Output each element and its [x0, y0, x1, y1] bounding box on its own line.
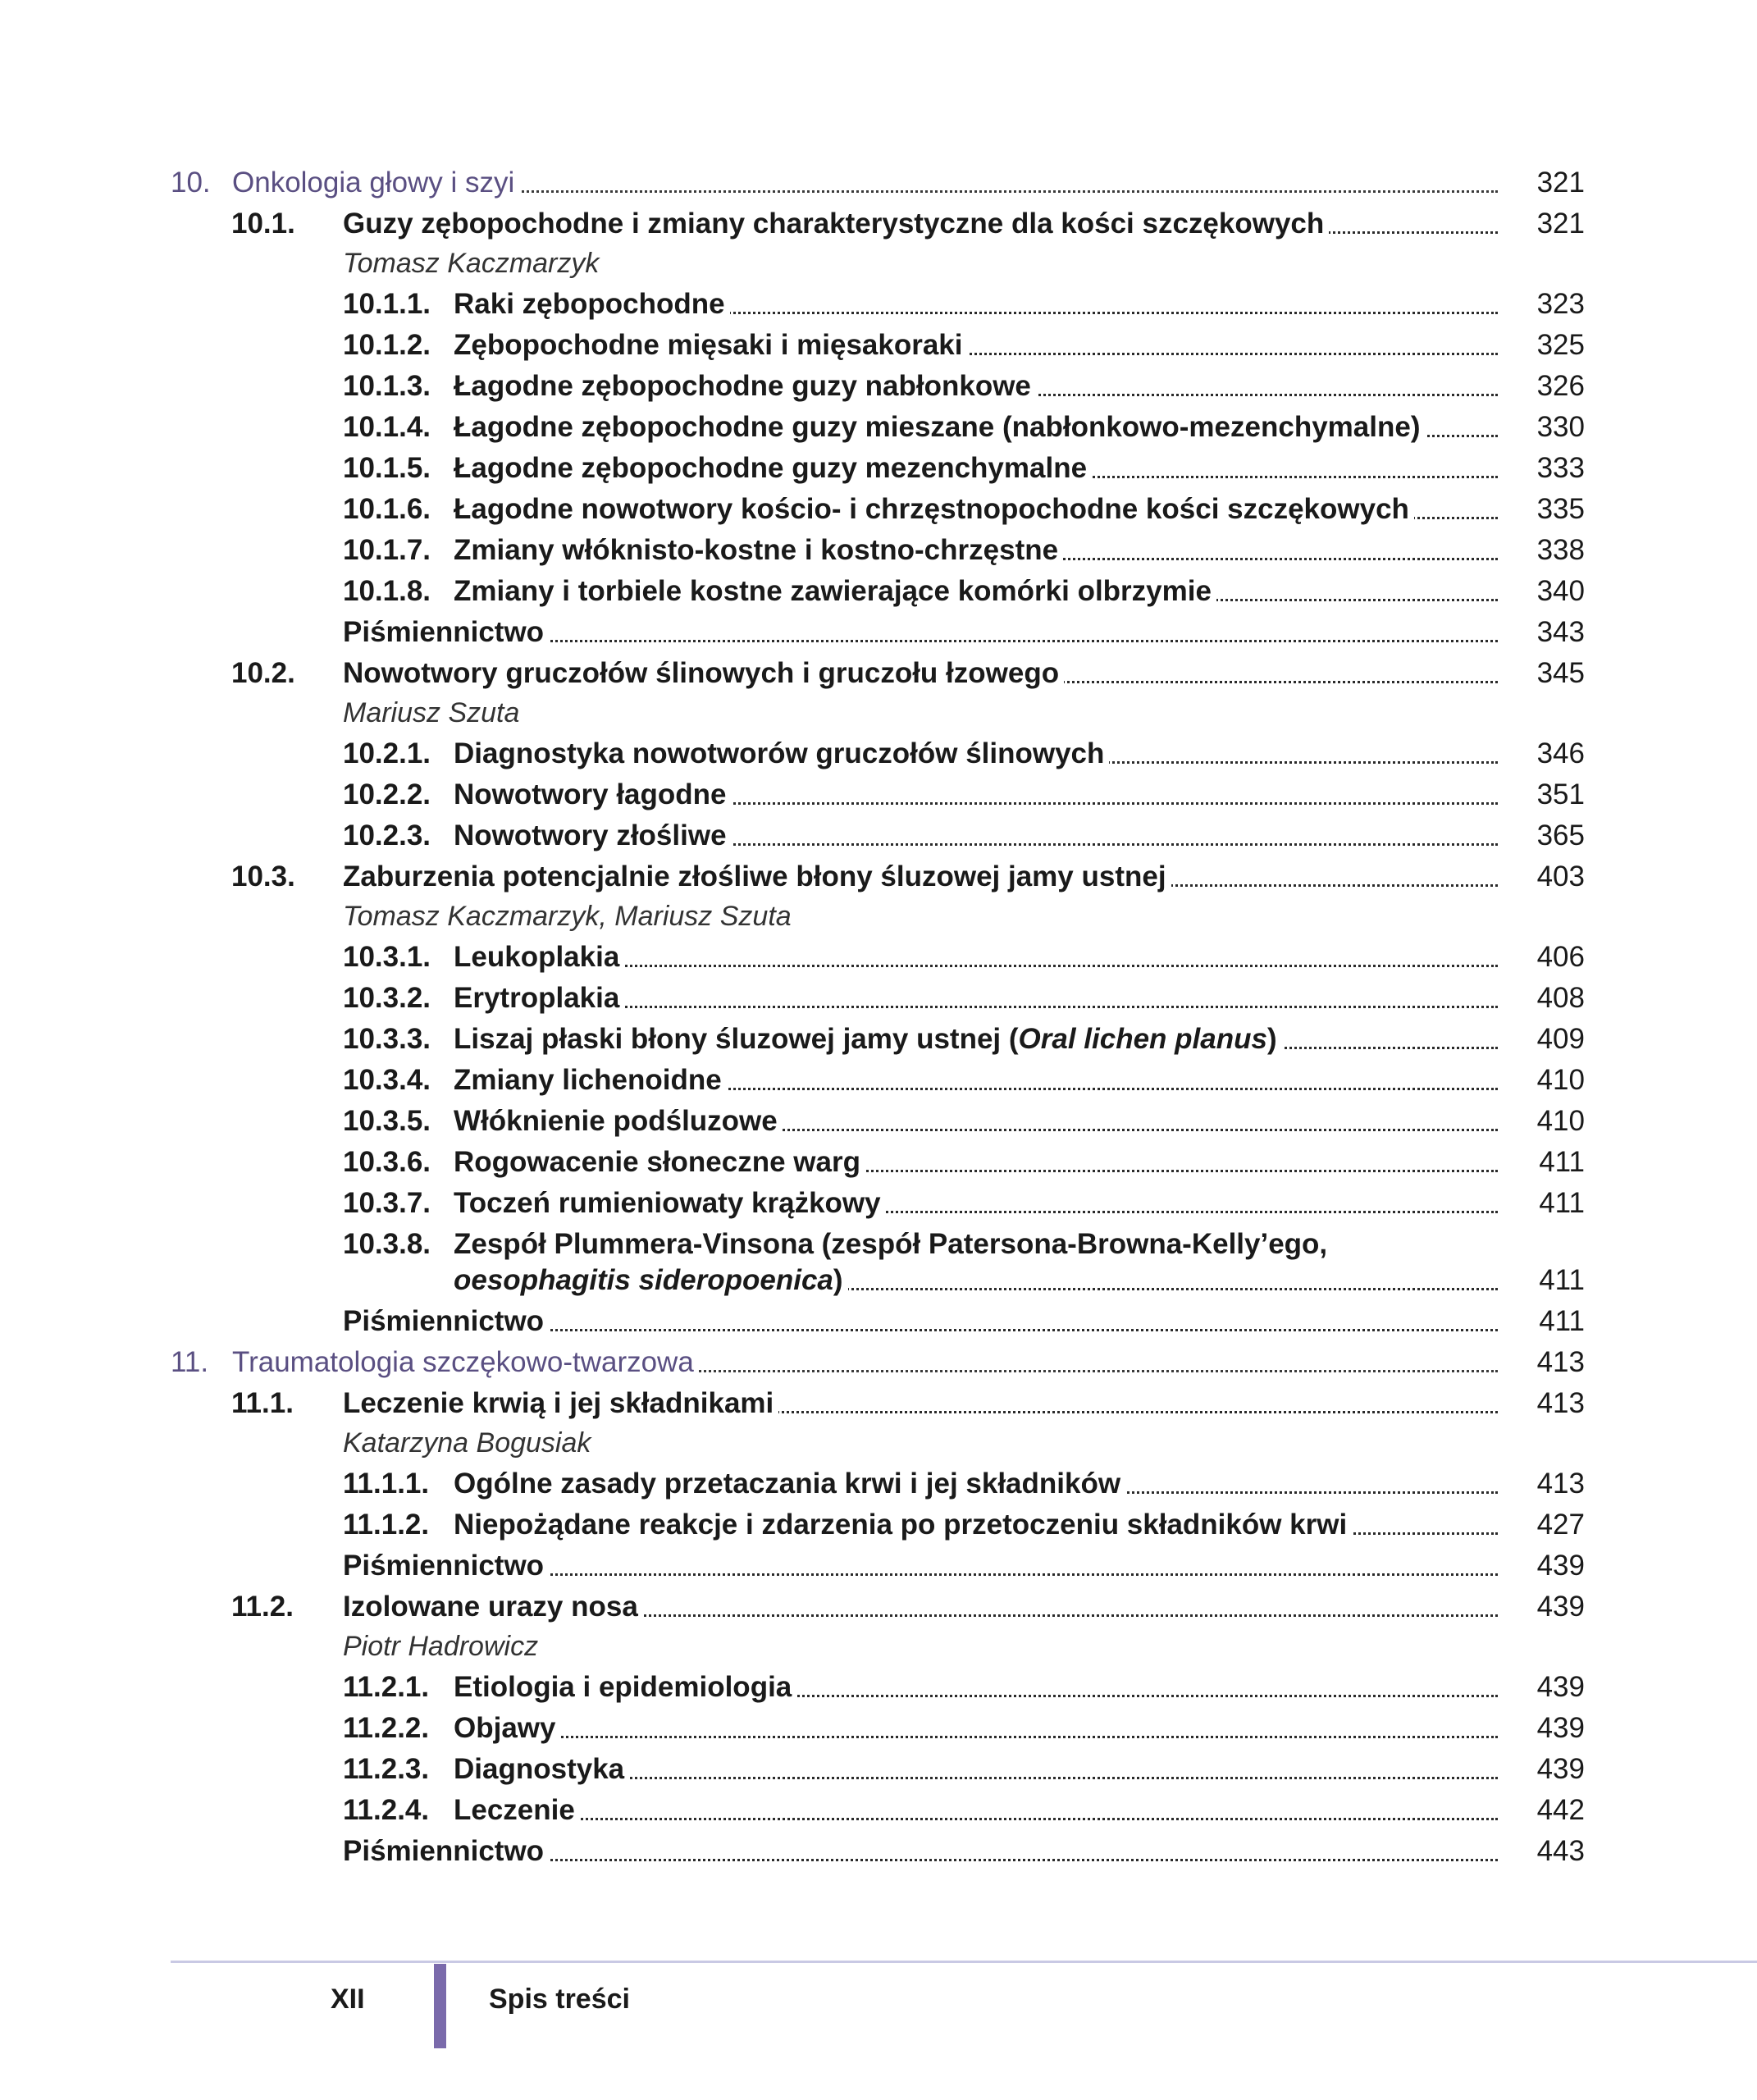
toc-title-text: Piśmiennictwo	[343, 616, 545, 648]
toc-title	[454, 326, 1498, 364]
toc-title-text: Zmiany i torbiele kostne zawierające komórki olbrzymie	[454, 575, 1212, 607]
toc-title	[454, 776, 1498, 814]
toc-page-number: 346	[1536, 737, 1585, 769]
toc-page-number: 439	[1536, 1550, 1585, 1582]
toc-leader-dots	[454, 1736, 1498, 1738]
toc-section-number: 11.	[171, 1346, 209, 1378]
toc-title-text: Leczenie	[454, 1794, 575, 1826]
toc-section-number: 10.1.5.	[343, 452, 431, 484]
toc-page-number: 443	[1536, 1835, 1585, 1867]
toc-page-number: 321	[1536, 208, 1585, 240]
toc-title	[343, 1547, 1498, 1585]
toc-page-number: 323	[1536, 288, 1585, 320]
toc-page-number: 343	[1536, 616, 1585, 648]
toc-section-number: 11.2.4.	[343, 1794, 430, 1826]
toc-title	[232, 164, 1498, 202]
toc-title	[454, 1751, 1498, 1788]
toc-section-number: 10.	[171, 167, 211, 199]
toc-page-number: 439	[1536, 1591, 1585, 1623]
toc-title	[343, 1385, 1498, 1422]
toc-title-text: Łagodne zębopochodne guzy mieszane (nabłonkowo-mezenchymalne)	[454, 411, 1421, 443]
toc-title	[454, 532, 1498, 569]
toc-section-number: 10.1.6.	[343, 493, 431, 525]
toc-title-suffix: )	[833, 1264, 843, 1296]
toc-page-number: 345	[1536, 657, 1585, 689]
toc-title-text: Toczeń rumieniowaty krążkowy	[454, 1187, 881, 1219]
toc-page-number: 321	[1536, 167, 1585, 199]
toc-title-text: Piotr Hadrowicz	[343, 1631, 539, 1662]
toc-title	[343, 205, 1498, 243]
toc-page-number: 411	[1539, 1146, 1585, 1178]
toc-title-text: Liszaj płaski błony śluzowej jamy ustnej (	[454, 1023, 1019, 1055]
toc-section-number: 11.1.	[231, 1387, 294, 1419]
toc-section-number: 10.3.4.	[343, 1064, 431, 1096]
toc-title-text: Tomasz Kaczmarzyk	[343, 248, 600, 279]
toc-title-text: Leczenie krwią i jej składnikami	[343, 1387, 774, 1419]
toc-title	[232, 1344, 1498, 1381]
toc-section-number: 10.1.2.	[343, 329, 431, 361]
toc-title	[454, 735, 1498, 773]
toc-title	[454, 979, 1498, 1017]
toc-title-text: Mariusz Szuta	[343, 697, 520, 728]
toc-title-text: Zmiany włóknisto-kostne i kostno-chrzęstne	[454, 534, 1059, 566]
toc-title-text: Niepożądane reakcje i zdarzenia po przetoczeniu składników krwi	[454, 1509, 1348, 1541]
toc-section-number: 10.2.3.	[343, 819, 431, 851]
toc-title	[454, 1102, 1498, 1140]
toc-page-number: 408	[1536, 982, 1585, 1014]
toc-section-number: 10.2.	[231, 657, 295, 689]
toc-title-text: Ogólne zasady przetaczania krwi i jej składników	[454, 1468, 1121, 1500]
toc-title	[454, 1020, 1498, 1058]
toc-author	[343, 1628, 1498, 1665]
toc-page-number: 333	[1536, 452, 1585, 484]
toc-title-text: Włóknienie podśluzowe	[454, 1105, 778, 1137]
toc-section-number: 11.2.2.	[343, 1712, 430, 1744]
toc-title	[454, 450, 1498, 487]
toc-title	[454, 573, 1498, 610]
toc-page-number: 338	[1536, 534, 1585, 566]
toc-page-number: 413	[1536, 1346, 1585, 1378]
toc-title	[454, 1669, 1498, 1706]
toc-section-number: 10.3.2.	[343, 982, 431, 1014]
toc-title-text: Rogowacenie słoneczne warg	[454, 1146, 860, 1178]
toc-title-italic: Oral lichen planus	[1018, 1023, 1267, 1055]
toc-title	[454, 1061, 1498, 1099]
toc-title	[454, 491, 1498, 528]
footer-section-title: Spis treści	[489, 1984, 630, 2015]
toc-title-text: Onkologia głowy i szyi	[232, 167, 515, 199]
footer-divider	[171, 1961, 1757, 1963]
toc-page-number: 403	[1536, 861, 1585, 892]
toc-section-number: 10.3.7.	[343, 1187, 431, 1219]
toc-page-number: 411	[1539, 1264, 1585, 1296]
toc-title	[343, 655, 1498, 692]
toc-title-text: Guzy zębopochodne i zmiany charakterystyczne dla kości szczękowych	[343, 208, 1325, 240]
toc-title	[343, 858, 1498, 896]
toc-title-text: Leukoplakia	[454, 941, 620, 973]
toc-page-number: 439	[1536, 1712, 1585, 1744]
toc-title-text: Łagodne zębopochodne guzy mezenchymalne	[454, 452, 1088, 484]
toc-title-italic: oesophagitis sideropoenica	[454, 1264, 833, 1296]
toc-title-text: Nowotwory gruczołów ślinowych i gruczołu łzowego	[343, 657, 1060, 689]
toc-title	[343, 614, 1498, 651]
toc-section-number: 10.1.4.	[343, 411, 431, 443]
toc-section-number: 10.3.3.	[343, 1023, 431, 1055]
toc-title	[343, 1303, 1498, 1340]
toc-title-text: Nowotwory łagodne	[454, 778, 727, 810]
toc-section-number: 10.3.1.	[343, 941, 431, 973]
toc-section-number: 10.3.	[231, 861, 295, 892]
toc-title-text: Zębopochodne mięsaki i mięsakoraki	[454, 329, 963, 361]
toc-page-number: 410	[1536, 1064, 1585, 1096]
toc-page-number: 410	[1536, 1105, 1585, 1137]
toc-page-number: 442	[1536, 1794, 1585, 1826]
toc-title	[454, 1710, 1498, 1747]
toc-title	[454, 1226, 1498, 1263]
toc-title	[343, 1588, 1498, 1626]
toc-author	[343, 1424, 1498, 1462]
toc-page-number: 326	[1536, 370, 1585, 402]
toc-title-text: Tomasz Kaczmarzyk, Mariusz Szuta	[343, 901, 792, 932]
toc-title-text: Diagnostyka nowotworów gruczołów ślinowych	[454, 737, 1105, 769]
toc-page-number: 439	[1536, 1753, 1585, 1785]
toc-title-text: Zespół Plummera-Vinsona (zespół Patersona-Browna-Kelly’ego,	[454, 1228, 1328, 1260]
toc-title-text: Raki zębopochodne	[454, 288, 725, 320]
toc-title	[454, 285, 1498, 323]
toc-section-number: 11.2.1.	[343, 1671, 430, 1703]
toc-page-number: 406	[1536, 941, 1585, 973]
toc-section-number: 10.1.8.	[343, 575, 431, 607]
toc-leader-dots	[454, 1818, 1498, 1820]
toc-page-number: 325	[1536, 329, 1585, 361]
toc-page-number: 365	[1536, 819, 1585, 851]
footer-page-number: XII	[331, 1984, 365, 2015]
toc-section-number: 10.3.8.	[343, 1228, 431, 1260]
toc-section-number: 10.1.	[231, 208, 295, 240]
toc-title-text: Nowotwory złośliwe	[454, 819, 727, 851]
toc-title-text: Erytroplakia	[454, 982, 620, 1014]
toc-title-text: Katarzyna Bogusiak	[343, 1427, 591, 1459]
toc-section-number: 10.2.1.	[343, 737, 431, 769]
toc-page-number: 335	[1536, 493, 1585, 525]
toc-title	[454, 1144, 1498, 1181]
toc-section-number: 11.2.3.	[343, 1753, 430, 1785]
toc-section-number: 10.1.3.	[343, 370, 431, 402]
toc-title-text: Łagodne nowotwory kościo- i chrzęstnopochodne kości szczękowych	[454, 493, 1409, 525]
toc-author	[343, 897, 1498, 935]
toc-section-number: 10.1.1.	[343, 288, 431, 320]
toc-page-number: 330	[1536, 411, 1585, 443]
toc-title	[454, 1792, 1498, 1829]
toc-page-number: 411	[1539, 1187, 1585, 1219]
toc-section-number: 11.1.1.	[343, 1468, 430, 1500]
toc-section-number: 11.2.	[231, 1591, 294, 1623]
toc-title	[454, 409, 1498, 446]
toc-title	[454, 1262, 1498, 1299]
toc-title-text: Etiologia i epidemiologia	[454, 1671, 792, 1703]
toc-author	[343, 244, 1498, 282]
toc-title-text: Diagnostyka	[454, 1753, 625, 1785]
toc-title-text: Izolowane urazy nosa	[343, 1591, 638, 1623]
toc-title	[343, 1833, 1498, 1870]
toc-author	[343, 694, 1498, 732]
toc-section-number: 10.1.7.	[343, 534, 431, 566]
toc-section-number: 10.3.6.	[343, 1146, 431, 1178]
toc-title-text: Traumatologia szczękowo-twarzowa	[232, 1346, 694, 1378]
toc-title-text: Piśmiennictwo	[343, 1305, 545, 1337]
toc-title-text: Zmiany lichenoidne	[454, 1064, 722, 1096]
toc-page-number: 351	[1536, 778, 1585, 810]
footer-accent-bar	[434, 1964, 446, 2048]
toc-page-number: 413	[1536, 1387, 1585, 1419]
toc-title	[454, 817, 1498, 855]
toc-title	[454, 938, 1498, 976]
toc-page-number: 340	[1536, 575, 1585, 607]
toc-title-text: Zaburzenia potencjalnie złośliwe błony śluzowej jamy ustnej	[343, 861, 1166, 892]
toc-title-suffix: )	[1266, 1023, 1277, 1055]
toc-section-number: 10.2.2.	[343, 778, 431, 810]
toc-title-text: Łagodne zębopochodne guzy nabłonkowe	[454, 370, 1031, 402]
toc-page-number: 413	[1536, 1468, 1585, 1500]
toc-title-text: Piśmiennictwo	[343, 1835, 545, 1867]
toc-section-number: 10.3.5.	[343, 1105, 431, 1137]
toc-title	[454, 1185, 1498, 1222]
toc-page-number: 409	[1536, 1023, 1585, 1055]
toc-title-text: Objawy	[454, 1712, 556, 1744]
toc-page-number: 439	[1536, 1671, 1585, 1703]
toc-title	[454, 1465, 1498, 1503]
toc-page-number: 411	[1539, 1305, 1585, 1337]
toc-title	[454, 1506, 1498, 1544]
toc-title-text: Piśmiennictwo	[343, 1550, 545, 1582]
toc-title	[454, 368, 1498, 405]
toc-page-number: 427	[1536, 1509, 1585, 1541]
toc-section-number: 11.1.2.	[343, 1509, 430, 1541]
